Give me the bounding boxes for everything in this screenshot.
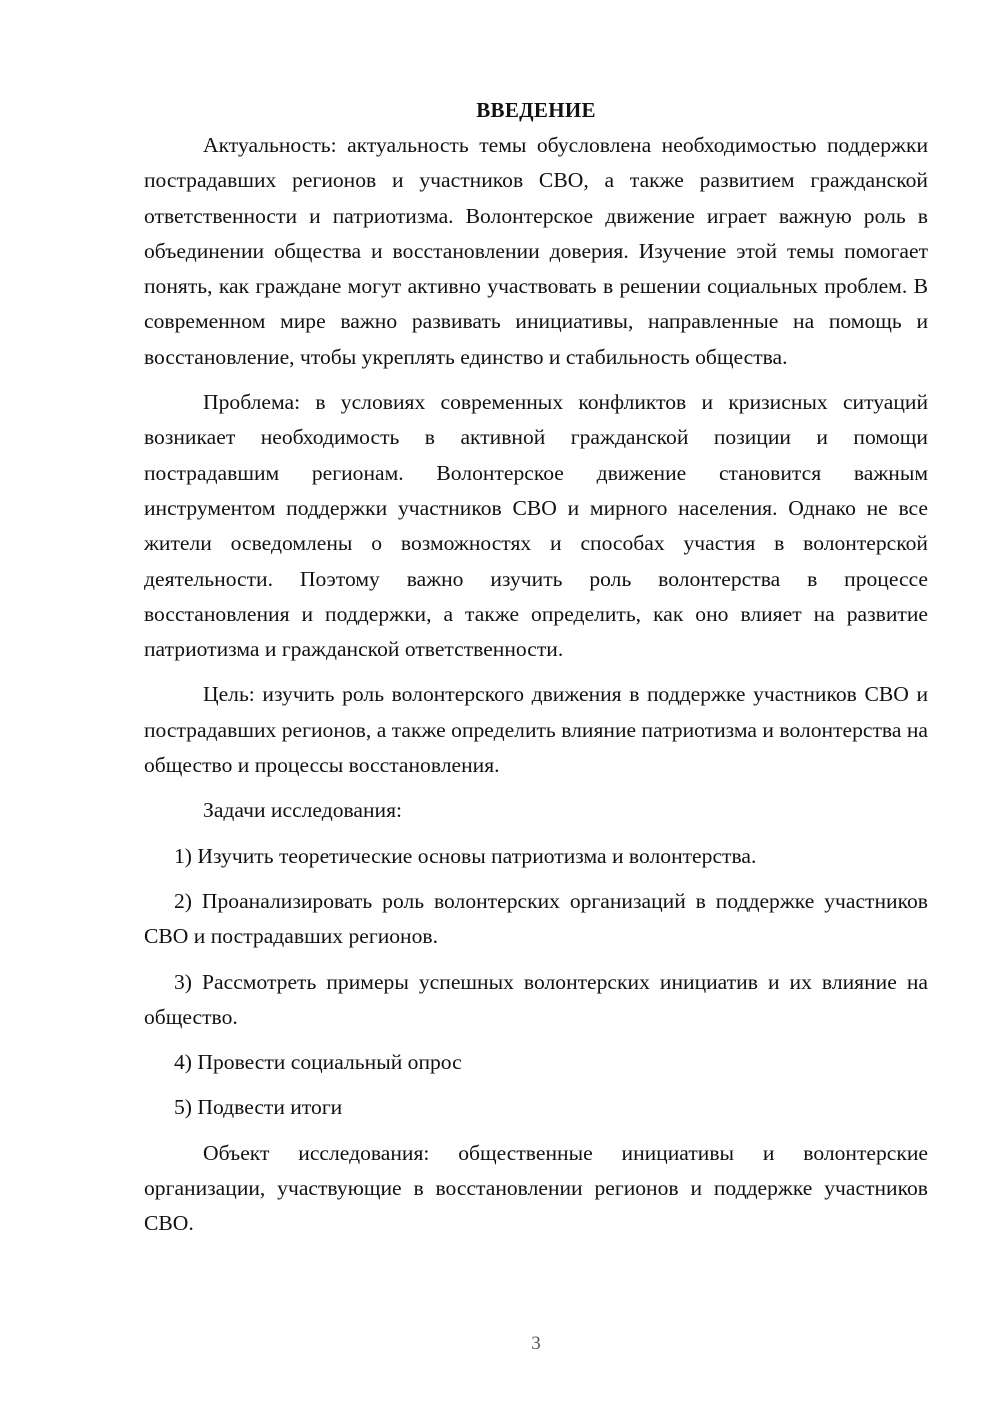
page-number: 3 <box>531 1333 541 1354</box>
task-item-5: 5) Подвести итоги <box>174 1095 343 1120</box>
tasks-heading: Задачи исследования: <box>203 798 403 823</box>
task-item-2: 2) Проанализировать роль волонтерских организаций в поддержке участников СВО и пострадавших регионов. <box>144 888 928 949</box>
task-item-3: 3) Рассмотреть примеры успешных волонтерских инициатив и их влияние на общество. <box>144 969 928 1029</box>
problem-paragraph: Проблема: в условиях современных конфликтов и кризисных ситуаций возникает необходимость в активной гражданской позиции и помощи пострадавшим регионам. Волонтерское движение становится важным инструментом поддержки участников СВО и мирного населения. Однако не все жители осведомлены о возможностях и способах участия в волонтерской деятельности. Поэтому важно изучить роль волонтерства в процессе восстановления и поддержки, а также определить, как оно влияет на развитие патриотизма и гражданской ответственности. <box>144 390 928 662</box>
object-paragraph: Объект исследования: общественные инициативы и волонтерские организации, участвующие в восстановлении регионов и поддержке участников СВО. <box>144 1140 928 1236</box>
relevance-paragraph: Актуальность: актуальность темы обусловлена необходимостью поддержки пострадавших регионов и участников СВО, а также развитием гражданской ответственности и патриотизма. Волонтерское движение играет важную роль в объединении общества и восстановлении доверия. Изучение этой темы помогает понять, как граждане могут активно участвовать в решении социальных проблем. В современном мире важно развивать инициативы, направленные на помощь и восстановление, чтобы укреплять единство и стабильность общества. <box>144 133 928 369</box>
document-page <box>144 95 928 1242</box>
goal-paragraph: Цель: изучить роль волонтерского движения в поддержке участников СВО и пострадавших регионов, а также определить влияние патриотизма и волонтерства на общество и процессы восстановления. <box>144 682 928 778</box>
task-item-4: 4) Провести социальный опрос <box>174 1050 462 1075</box>
section-title: ВВЕДЕНИЕ <box>476 98 596 122</box>
task-item-1: 1) Изучить теоретические основы патриотизма и волонтерства. <box>174 843 757 868</box>
